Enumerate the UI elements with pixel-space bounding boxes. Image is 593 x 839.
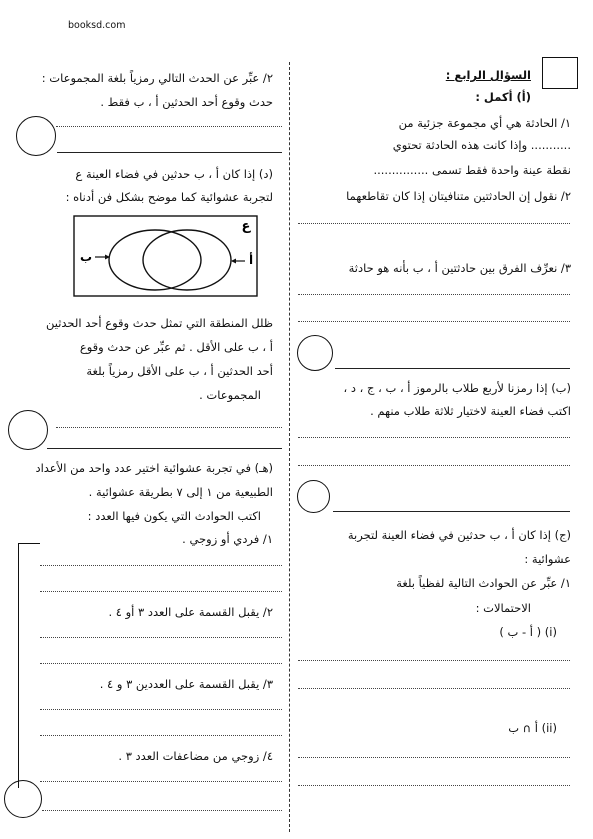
h-line-3: اكتب الحوادث التي يكون فيها العدد : — [87, 509, 261, 523]
part-a-label: (أ) أكمل : — [475, 90, 531, 104]
mark-circle — [4, 780, 42, 818]
section-separator — [57, 152, 282, 153]
column-divider — [289, 62, 290, 832]
section-separator — [47, 448, 282, 449]
b-line-1: (ب) إذا رمزنا لأربع طلاب بالرموز أ ، ب ، ج ، د ، — [343, 381, 571, 395]
d-line-2: لتجربة عشوائية كما موضح بشكل فن أدناه : — [65, 190, 273, 204]
h-item-3: ٣/ يقبل القسمة على العددين ٣ و ٤ . — [99, 677, 273, 691]
answer-line[interactable] — [42, 810, 282, 811]
h-item-4: ٤/ زوجي من مضاعفات العدد ٣ . — [118, 749, 273, 763]
answer-line[interactable] — [298, 465, 570, 466]
answer-line[interactable] — [40, 663, 282, 664]
score-box — [542, 57, 578, 89]
a3-text: ٣/ نعرِّف الفرق بين حادثتين أ ، ب بأنه هو حادثة — [348, 261, 571, 275]
venn-universe-label: ع — [241, 219, 251, 234]
answer-line[interactable] — [40, 591, 282, 592]
answer-line[interactable] — [298, 785, 570, 786]
venn-b-label: ب — [79, 250, 93, 264]
answer-line[interactable] — [298, 294, 570, 295]
d-line-4: أ ، ب على الأقل . ثم عبِّر عن حدث وقوع — [79, 340, 273, 354]
answer-line[interactable] — [298, 660, 570, 661]
answer-line[interactable] — [40, 781, 282, 782]
c-line-2: عشوائية : — [524, 552, 571, 566]
c1-item-i: (i) ( أ - ب ) — [499, 625, 557, 639]
d-line-1: (د) إذا كان أ ، ب حدثين في فضاء العينة ع — [75, 167, 273, 181]
l2-line-2: حدث وقوع أحد الحدثين أ ، ب فقط . — [100, 95, 273, 109]
answer-line[interactable] — [298, 757, 570, 758]
d-line-5: أحد الحدثين أ ، ب على الأقل رمزياً بلغة — [86, 364, 273, 378]
h-line-1: (هـ) في تجربة عشوائية اختير عدد واحد من الأعداد — [35, 461, 273, 475]
venn-a-label: أ — [248, 253, 254, 267]
section-separator — [335, 368, 570, 369]
venn-diagram[interactable] — [68, 210, 268, 302]
answer-line[interactable] — [56, 126, 282, 127]
answer-line[interactable] — [40, 735, 282, 736]
bracket-top — [18, 543, 40, 544]
answer-line[interactable] — [298, 321, 570, 322]
c-line-1: (ج) إذا كان أ ، ب حدثين في فضاء العينة لتجربة — [347, 528, 571, 542]
answer-line[interactable] — [40, 709, 282, 710]
answer-line[interactable] — [40, 565, 282, 566]
mark-circle — [8, 410, 48, 450]
answer-line[interactable] — [298, 437, 570, 438]
h-line-2: الطبيعية من ١ إلى ٧ بطريقة عشوائية . — [88, 485, 273, 499]
d-line-6: المجموعات . — [199, 388, 261, 402]
mark-circle — [297, 335, 333, 371]
mark-circle — [16, 116, 56, 156]
c1-item-ii: (ii) أ ∩ ب — [508, 721, 557, 735]
venn-universe-rect — [74, 216, 257, 296]
a1-line-3: نقطة عينة واحدة فقط تسمى ............... — [373, 163, 571, 177]
bracket-side — [18, 543, 19, 788]
answer-line[interactable] — [298, 688, 570, 689]
a1-line-1: ١/ الحادثة هي أي مجموعة جزئية من — [398, 116, 571, 130]
h-item-2: ٢/ يقبل القسمة على العدد ٣ أو ٤ . — [108, 605, 273, 619]
d-line-3: ظلل المنطقة التي تمثل حدث وقوع أحد الحدثين — [45, 316, 273, 330]
c1-line-2: الاحتمالات : — [475, 601, 531, 615]
question-title: السؤال الرابع : — [445, 68, 531, 82]
section-separator — [333, 511, 570, 512]
b-line-2: اكتب فضاء العينة لاختيار ثلاثة طلاب منهم . — [370, 404, 571, 418]
a2-text: ٢/ نقول إن الحادثتين متنافيتان إذا كان تقاطعهما — [346, 189, 571, 203]
a1-line-2: ........... وإذا كانت هذه الحادثة تحتوي — [392, 138, 571, 152]
h-item-1: ١/ فردي أو زوجي . — [182, 532, 273, 546]
c1-line-1: ١/ عبِّر عن الحوادث التالية لفظياً بلغة — [396, 576, 571, 590]
watermark-text: booksd.com — [68, 20, 126, 31]
answer-line[interactable] — [40, 637, 282, 638]
answer-line[interactable] — [298, 223, 570, 224]
answer-line[interactable] — [56, 427, 282, 428]
l2-line-1: ٢/ عبِّر عن الحدث التالي رمزياً بلغة المجموعات : — [41, 71, 273, 85]
mark-circle — [297, 480, 330, 513]
